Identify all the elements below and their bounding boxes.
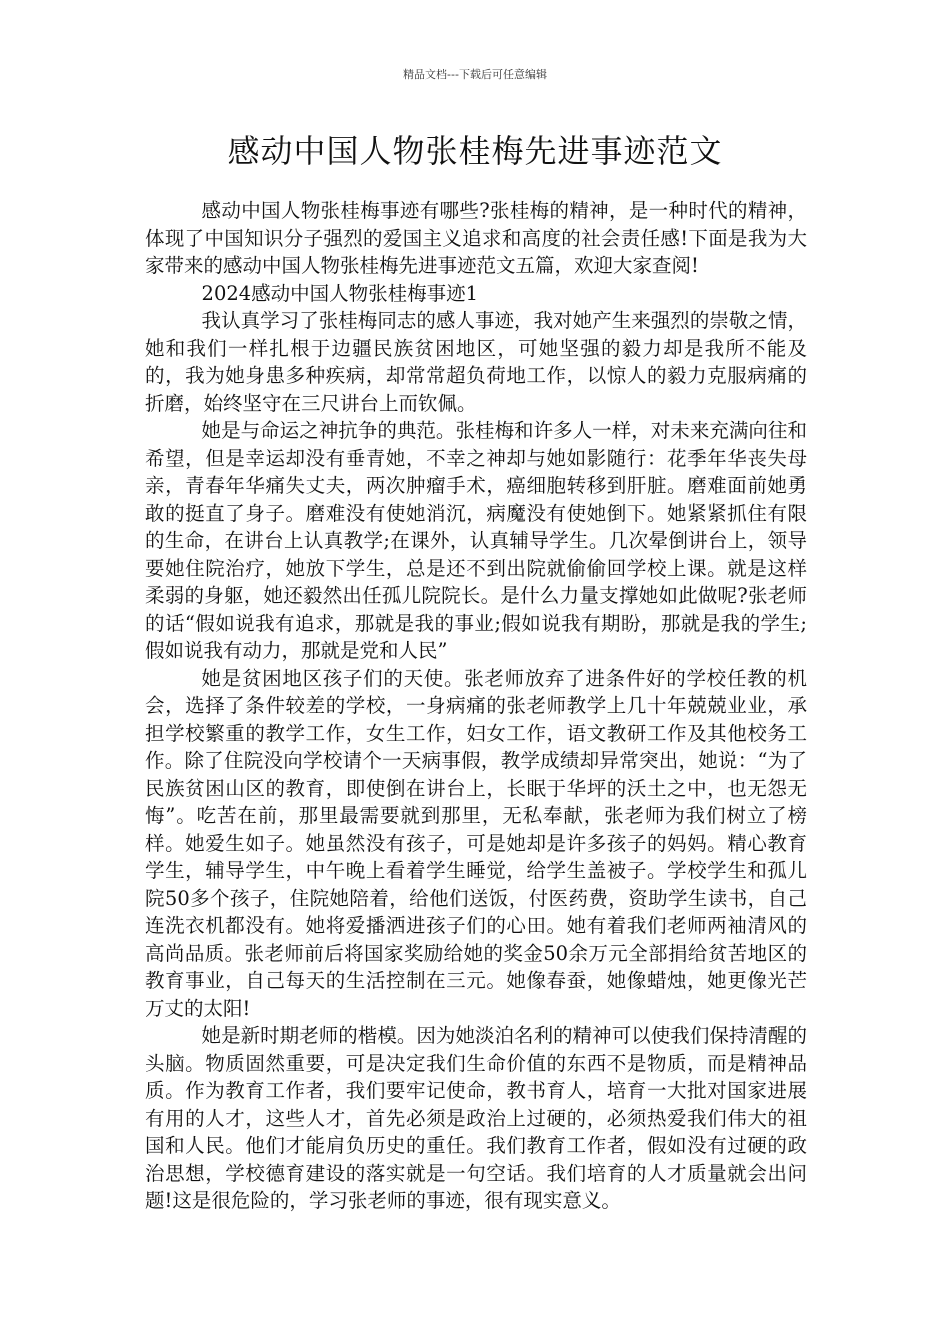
document-title: 感动中国人物张桂梅先进事迹范文 [227,132,723,170]
document-body [145,197,807,1215]
body-paragraph: 我认真学习了张桂梅同志的感人事迹，我对她产生来强烈的崇敬之情，她和我们一样扎根于边疆民族贫困地区，可她坚强的毅力却是我所不能及的，我为她身患多种疾病，却常常超负荷地工作，以惊人的毅力克服病痛的折磨，始终坚守在三尺讲台上而钦佩。 [145,309,807,415]
intro-paragraph: 感动中国人物张桂梅事迹有哪些?张桂梅的精神，是一种时代的精神，体现了中国知识分子强烈的爱国主义追求和高度的社会责任感!下面是我为大家带来的感动中国人物张桂梅先进事迹范文五篇，欢迎大家查阅! [145,199,807,277]
body-paragraph: 她是新时期老师的楷模。因为她淡泊名利的精神可以使我们保持清醒的头脑。物质固然重要，可是决定我们生命价值的东西不是物质，而是精神品质。作为教育工作者，我们要牢记使命，教书育人，培育一大批对国家进展有用的人才，这些人才，首先必须是政治上过硬的，必须热爱我们伟大的祖国和人民。他们才能肩负历史的重任。我们教育工作者，假如没有过硬的政治思想，学校德育建设的落实就是一句空话。我们培育的人才质量就会出问题!这是很危险的，学习张老师的事迹，很有现实意义。 [145,1024,807,1212]
body-paragraph: 她是贫困地区孩子们的天使。张老师放弃了进条件好的学校任教的机会，选择了条件较差的学校，一身病痛的张老师教学上几十年兢兢业业，承担学校繁重的教学工作，女生工作，妇女工作，语文教研工作及其他校务工作。除了住院没向学校请个一天病事假，教学成绩却异常突出，她说：“为了民族贫困山区的教育，即使倒在讲台上，长眠于华坪的沃土之中，也无怨无悔”。吃苦在前，那里最需要就到那里，无私奉献，张老师为我们树立了榜样。她爱生如子。她虽然没有孩子，可是她却是许多孩子的妈妈。精心教育学生，辅导学生，中午晚上看着学生睡觉，给学生盖被子。学校学生和孤儿院50多个孩子，住院她陪着，给他们送饭，付医药费，资助学生读书，自己连洗衣机都没有。她将爱播洒进孩子们的心田。她有着我们老师两袖清风的高尚品质。张老师前后将国家奖励给她的奖金50余万元全部捐给贫苦地区的教育事业，自己每天的生活控制在三元。她像春蚕，她像蜡烛，她更像光芒万丈的太阳! [145,666,807,1020]
header-note: 精品文档---下载后可任意编辑 [403,68,547,81]
body-paragraph: 她是与命运之神抗争的典范。张桂梅和许多人一样，对未来充满向往和希望，但是幸运却没有垂青她，不幸之神却与她如影随行：花季年华丧失母亲，青春年华痛失丈夫，两次肿瘤手术，癌细胞转移到肝脏。磨难面前她勇敢的挺直了身子。磨难没有使她消沉，病魔没有使她倒下。她紧紧抓住有限的生命，在讲台上认真教学;在课外，认真辅导学生。几次晕倒讲台上，领导要她住院治疗，她放下学生，总是还不到出院就偷偷回学校上课。就是这样柔弱的身躯，她还毅然出任孤儿院院长。是什么力量支撑她如此做呢?张老师的话“假如说我有追求，那就是我的事业;假如说我有期盼，那就是我的学生;假如说我有动力，那就是党和人民” [145,419,807,662]
section-heading: 2024感动中国人物张桂梅事迹1 [201,281,479,305]
